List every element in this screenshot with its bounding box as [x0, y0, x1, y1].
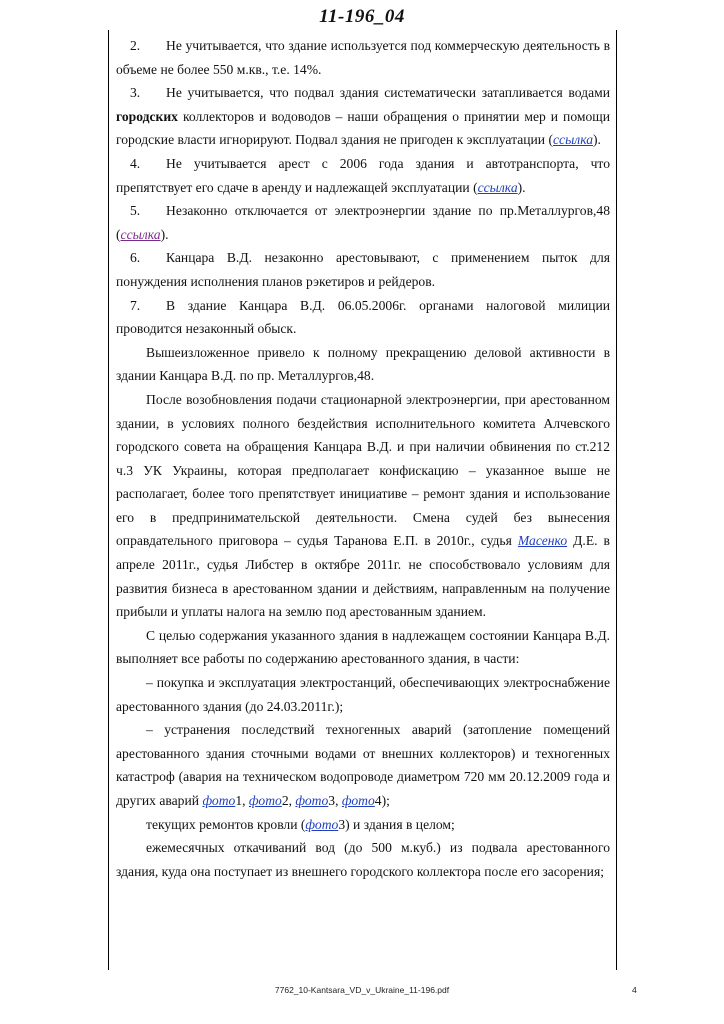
link-photo-1[interactable]: фото	[202, 793, 236, 808]
item-text: Не учитывается, что здание используется под коммерческую деятельность в объеме не более 550 м.кв., т.е. 14%.	[116, 38, 610, 77]
bullet-item-3	[116, 813, 610, 837]
item-text: коллекторов и водоводов – наши обращения о принятии мер и помощи городские власти игнорируют. Подвал здания не пригоден к эксплуатации (	[116, 108, 610, 148]
document-body	[116, 34, 610, 883]
bullet-item-2	[116, 718, 610, 812]
document-id: 11-196_04	[319, 6, 405, 27]
bullet-item-4: ежемесячных откачиваний вод (до 500 м.куб.) из подвала арестованного здания, куда она поступает из внешнего городского коллектора после его засорения;	[116, 840, 610, 879]
photo-number: 1,	[235, 793, 249, 808]
photo-number: 4);	[374, 793, 390, 808]
link-photo-4[interactable]: фото	[341, 793, 375, 808]
list-item-6	[116, 246, 610, 293]
item-number: 6.	[130, 250, 141, 266]
left-margin-line	[108, 30, 109, 970]
link-reference[interactable]: ссылка	[120, 226, 161, 242]
paragraph-text: Д.Е. в апреле 2011г., судья Либстер в октябре 2011г. не способствовало условиям для развития бизнеса в арестованном здании и действиям, направленным на получение прибыли и уплаты налога на землю под арестованным зданием.	[116, 533, 610, 620]
item-number: 3.	[130, 85, 141, 101]
link-photo-2[interactable]: фото	[248, 793, 282, 808]
item-number: 7.	[130, 297, 141, 313]
item-text: В здание Канцара В.Д. 06.05.2006г. органами налоговой милиции проводится незаконный обыск.	[116, 297, 610, 337]
bold-word: городских	[116, 108, 178, 124]
photo-number: 2,	[281, 793, 296, 808]
paragraph-summary: Вышеизложенное привело к полному прекращению деловой активности в здании Канцара В.Д. по пр. Металлургов,48.	[116, 344, 610, 384]
bullet-text: 3) и здания в целом;	[338, 816, 455, 832]
bullet-text: текущих ремонтов кровли (	[146, 816, 306, 832]
bullet-text: – устранения последствий техногенных аварий (затопление помещений арестованного здания сточными водами от внешних коллекторов) и техногенных катастроф (авария на техническом водопроводе диаметром 720 мм 20.12.2009 года и других аварий	[116, 722, 610, 808]
item-text: Незаконно отключается от электроэнергии здание по пр.Металлургов,48 (	[116, 203, 610, 242]
item-number: 5.	[130, 203, 141, 219]
bullet-item-1: – покупка и эксплуатация электростанций, обеспечивающих электроснабжение арестованного здания (до 24.03.2011г.);	[116, 675, 610, 714]
link-photo-roof[interactable]: фото	[305, 816, 339, 832]
list-item-7	[116, 294, 610, 341]
link-reference[interactable]: ссылка	[477, 179, 518, 195]
item-text: ).	[160, 226, 169, 242]
list-item-4	[116, 152, 610, 199]
photo-number: 3,	[328, 793, 342, 808]
list-item-2	[116, 34, 610, 81]
page-number: 4	[632, 985, 637, 995]
item-text: Канцара В.Д. незаконно арестовывают, с применением пыток для понуждения исполнения планов рэкетиров и рейдеров.	[116, 250, 610, 289]
list-item-3	[116, 81, 610, 152]
item-number: 4.	[130, 155, 141, 171]
item-text: Не учитывается, что подвал здания систематически затапливается водами	[166, 85, 610, 101]
item-text: Не учитывается арест с 2006 года здания и автотранспорта, что препятствует его сдаче в аренду и надлежащей эксплуатации (	[116, 155, 610, 195]
item-text: ).	[517, 179, 526, 195]
item-number: 2.	[130, 38, 141, 53]
link-reference[interactable]: ссылка	[553, 132, 594, 148]
paragraph-text: После возобновления подачи стационарной электроэнергии, при арестованном здании, в условиях полного бездействия исполнительного комитета Алчевского городского совета на обращения Канцара В.Д. и при наличии обвинения по ст.212 ч.3 УК Украины, которая предполагает конфискацию – указанное выше не располагает, более того препятствует инициативе – ремонт здания и использование его в предпринимательской деятельности. Смена судей без вынесения оправдательного приговора – судья Таранова Е.П. в 2010г., судья	[116, 391, 610, 549]
paragraph-intro-list: С целью содержания указанного здания в надлежащем состоянии Канцара В.Д. выполняет все работы по содержанию арестованного здания, в части:	[116, 627, 610, 667]
right-margin-line	[616, 30, 617, 970]
link-photo-3[interactable]: фото	[295, 793, 329, 808]
item-text: ).	[593, 132, 601, 148]
list-item-5	[116, 199, 610, 246]
paragraph-main	[116, 388, 610, 624]
link-judge-masenko[interactable]: Масенко	[517, 533, 568, 549]
footer-filename: 7762_10-Kantsara_VD_v_Ukraine_11-196.pdf	[274, 985, 450, 995]
